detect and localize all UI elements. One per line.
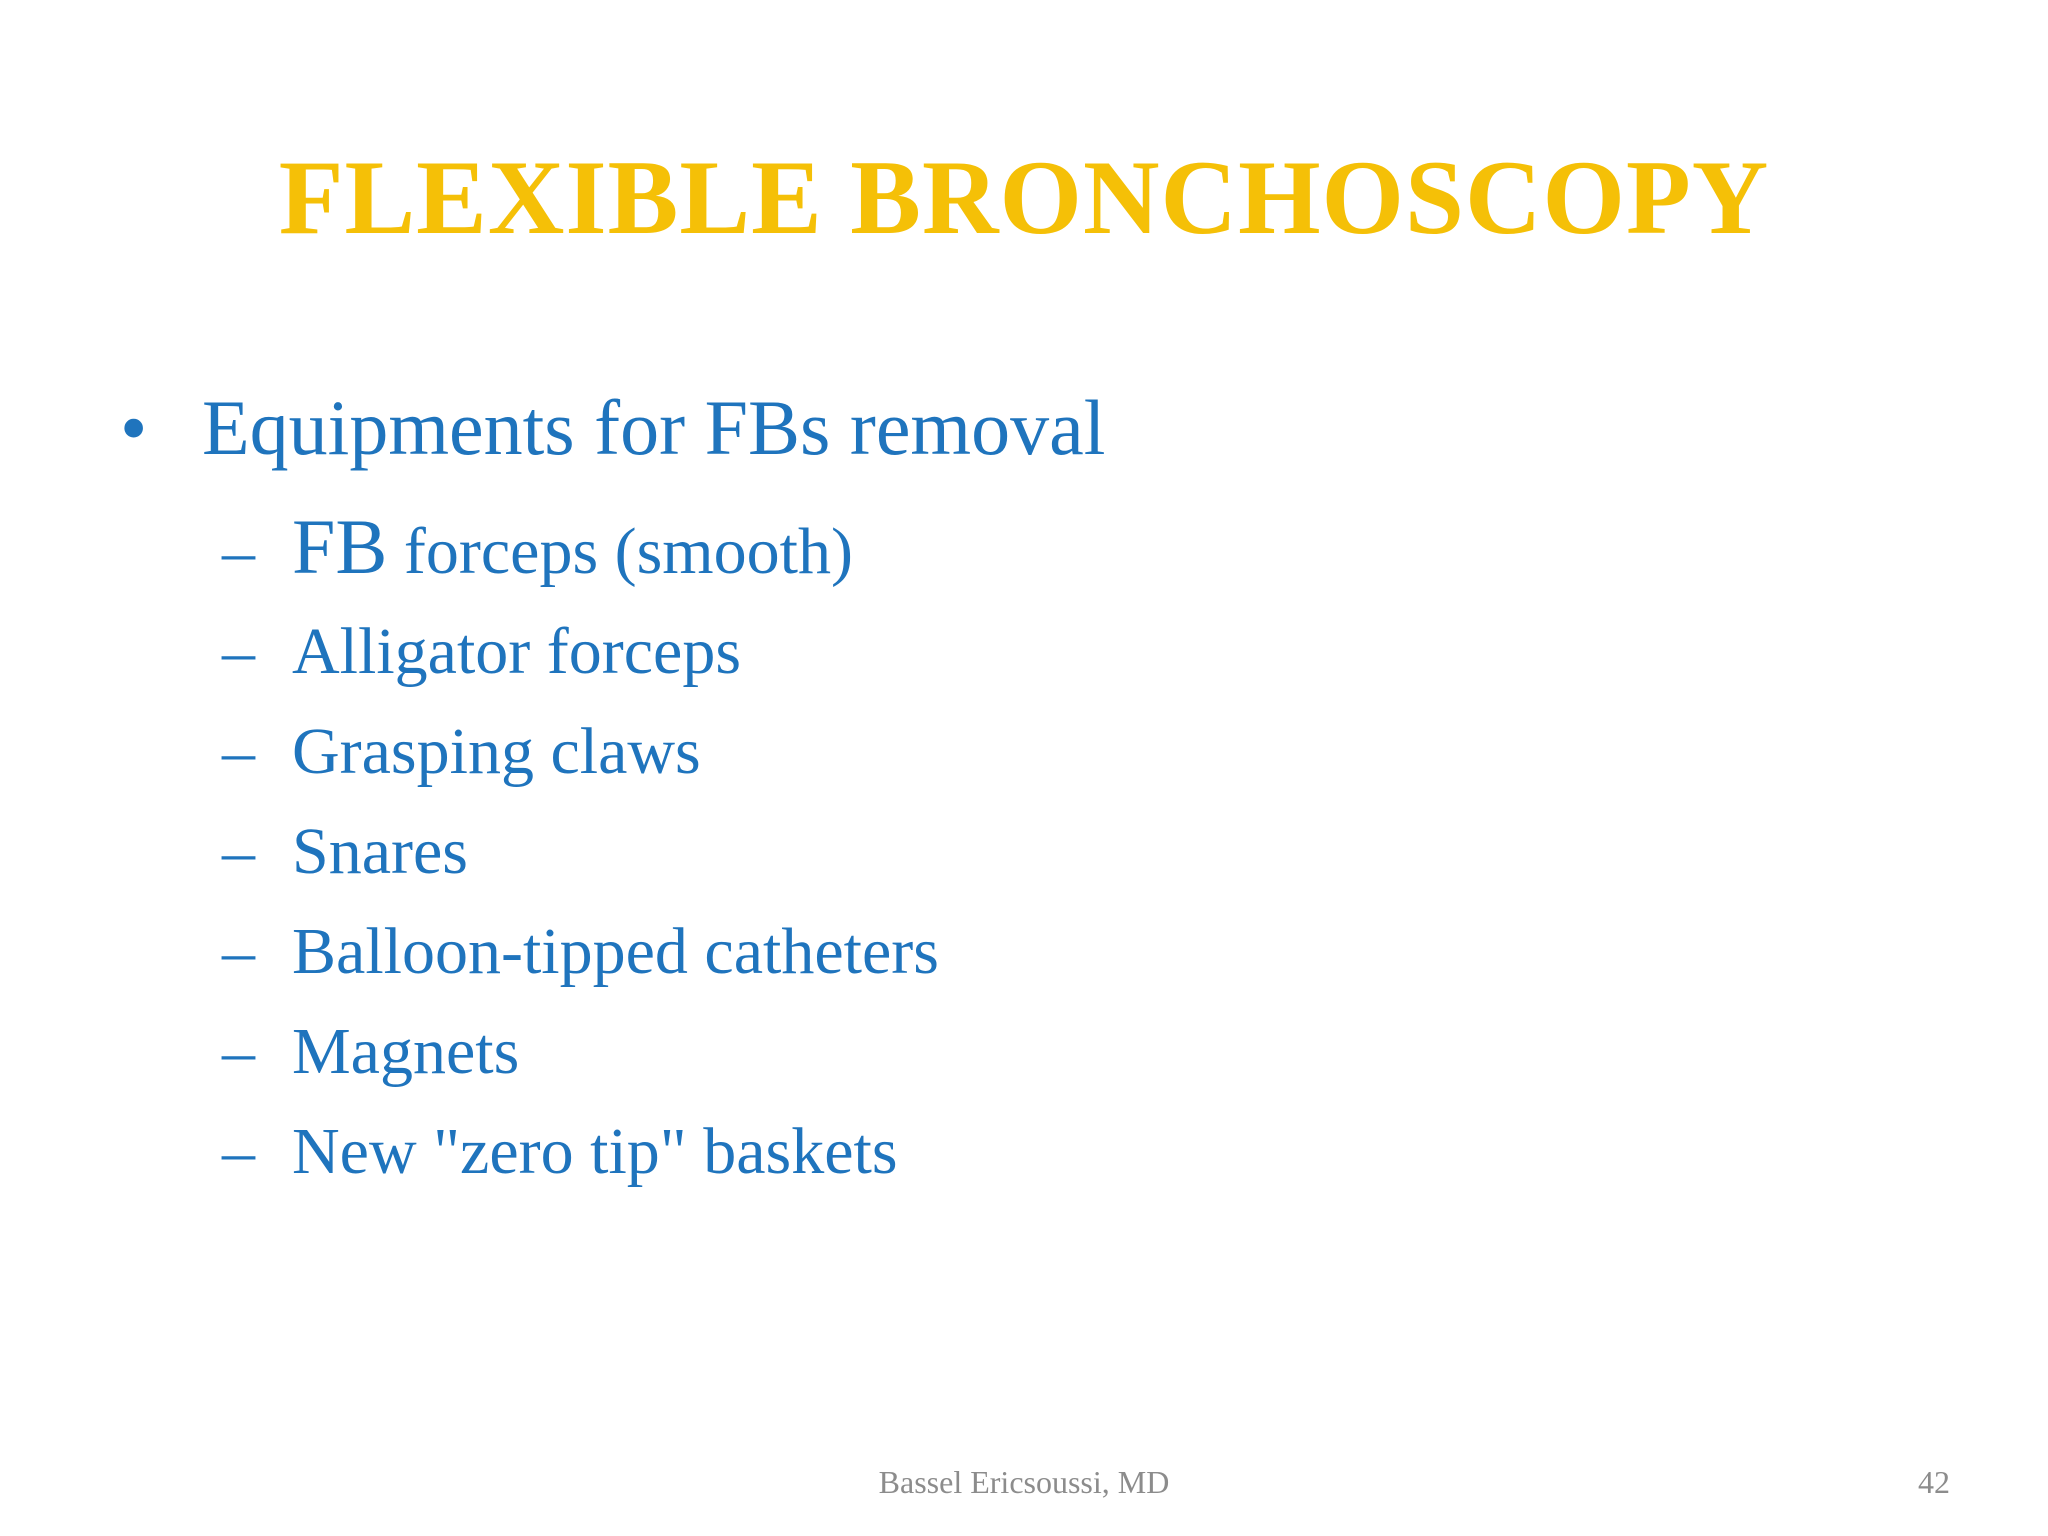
dash-marker: – (222, 1015, 255, 1088)
sub-item-text: Magnets (292, 1015, 520, 1088)
dash-marker: – (222, 815, 255, 888)
dash-marker: – (222, 715, 255, 788)
sub-item-lead: FB (292, 503, 388, 590)
list-item (222, 1102, 939, 1202)
bullet-marker: • (120, 384, 148, 471)
slide-title: FLEXIBLE BRONCHOSCOPY (278, 139, 1770, 256)
dash-marker: – (222, 615, 255, 688)
sub-bullet-list (222, 497, 939, 1202)
list-item (222, 602, 939, 702)
sub-item-text: Alligator forceps (292, 615, 742, 688)
sub-item-text: Snares (292, 815, 468, 888)
list-item (222, 702, 939, 802)
main-bullet-text: Equipments for FBs removal (202, 384, 1106, 471)
sub-item-text: Grasping claws (292, 715, 701, 788)
dash-marker: – (222, 915, 255, 988)
list-item (222, 802, 939, 902)
main-bullet (120, 378, 1105, 478)
dash-marker: – (222, 1115, 255, 1188)
sub-item-rest: forceps (smooth) (387, 515, 853, 588)
footer-author: Bassel Ericsoussi, MD (878, 1464, 1170, 1500)
list-item (222, 1002, 939, 1102)
dash-marker: – (222, 515, 255, 588)
list-item (222, 902, 939, 1002)
page-number: 42 (1918, 1464, 1950, 1500)
sub-item-text: Balloon-tipped catheters (292, 915, 939, 988)
list-item (222, 497, 939, 602)
sub-item-text: New "zero tip" baskets (292, 1115, 898, 1188)
